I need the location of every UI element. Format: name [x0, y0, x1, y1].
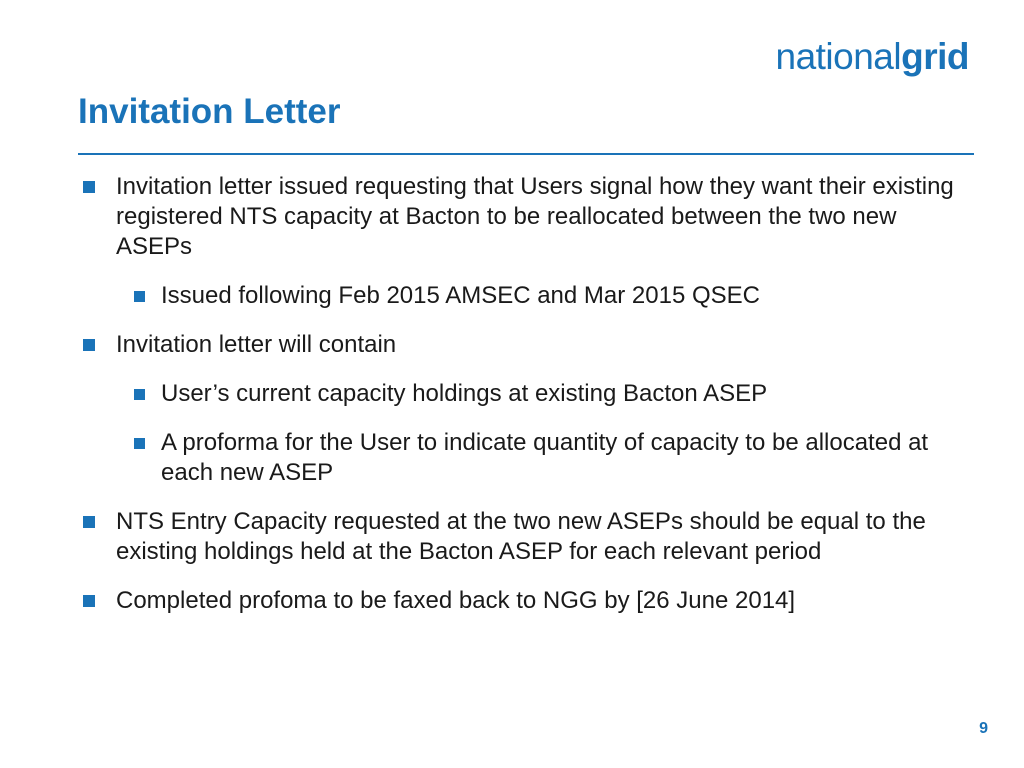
square-bullet-icon: [134, 291, 145, 302]
square-bullet-icon: [83, 339, 95, 351]
national-grid-logo: [776, 38, 970, 75]
title-divider: [78, 153, 974, 155]
sub-bullet-item: [78, 428, 958, 488]
bullet-item: [78, 330, 958, 360]
square-bullet-icon: [134, 438, 145, 449]
bullet-text: Completed profoma to be faxed back to NGG by [26 June 2014]: [116, 587, 796, 614]
bullet-item: [78, 507, 958, 567]
logo-text-grid: grid: [901, 36, 969, 77]
bullet-text: Invitation letter will contain: [116, 331, 397, 358]
page-number: 9: [979, 720, 988, 737]
sub-bullet-text: User’s current capacity holdings at existing Bacton ASEP: [161, 380, 768, 407]
logo-text-national: national: [775, 36, 902, 77]
sub-bullet-item: [78, 281, 958, 311]
sub-bullet-text: A proforma for the User to indicate quantity of capacity to be allocated at each new ASEP: [161, 429, 929, 486]
sub-bullet-item: [78, 379, 958, 409]
square-bullet-icon: [83, 595, 95, 607]
sub-bullet-text: Issued following Feb 2015 AMSEC and Mar 2015 QSEC: [161, 282, 760, 309]
bullet-item: [78, 586, 958, 616]
square-bullet-icon: [134, 389, 145, 400]
square-bullet-icon: [83, 516, 95, 528]
square-bullet-icon: [83, 181, 95, 193]
bullet-text: NTS Entry Capacity requested at the two new ASEPs should be equal to the existing holdings held at the Bacton ASEP for each relevant period: [116, 508, 926, 565]
bullet-item: [78, 172, 958, 262]
bullet-text: Invitation letter issued requesting that Users signal how they want their existing registered NTS capacity at Bacton to be reallocated between the two new ASEPs: [116, 173, 954, 260]
bullet-list: [78, 172, 958, 635]
slide-title: Invitation Letter: [78, 92, 341, 131]
